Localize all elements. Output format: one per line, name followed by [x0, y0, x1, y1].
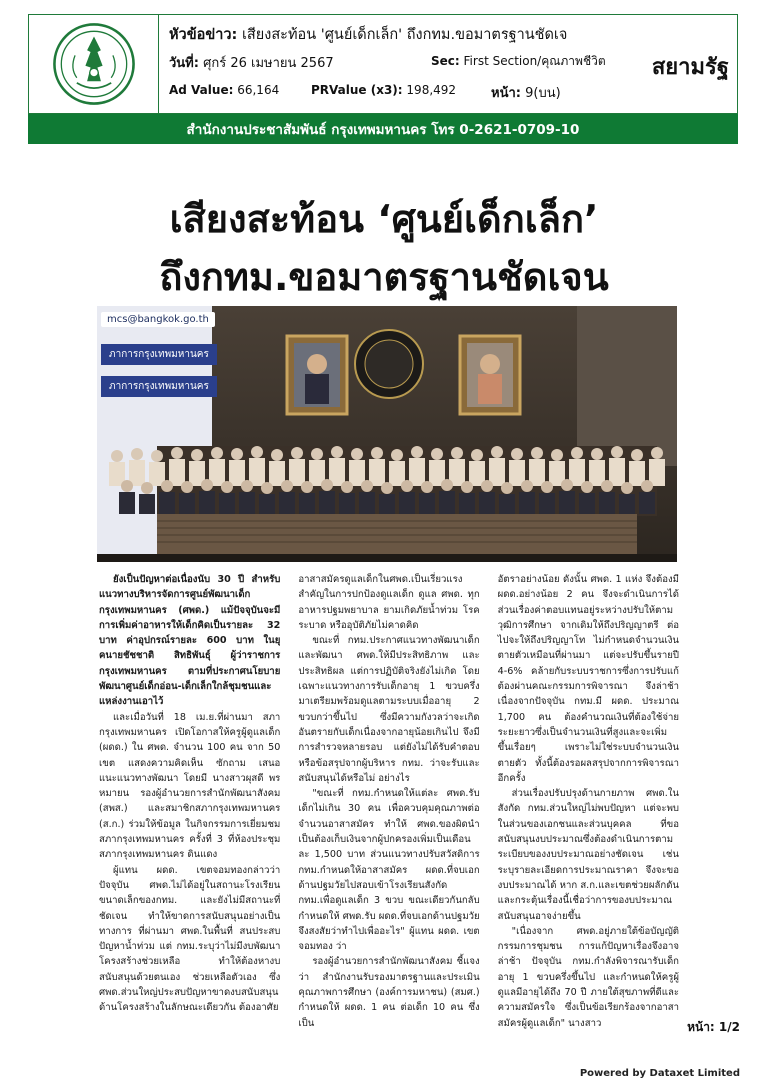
headline-value: เสียงสะท้อน 'ศูนย์เด็กเล็ก' ถึงกทม.ขอมาตรฐานชัดเจ	[241, 27, 568, 43]
article-paragraph: "เนื่องจาก ศพด.อยู่ภายใต้ข้อบัญญัติกรรมการชุมชน การแก้ปัญหาเรื่องจึงอาจล่าช้า ปัจจุบัน กทม.กำลังพิจารณารับเด็กอายุ 1 ขวบครึ่งขึ้นไป และกำหนดให้ครูผู้ดูแลมีอายุได้ถึง 70 ปี ภายใต้สุขภาพที่ดีและความสมัครใจ ซึ่งเป็นข้อเรียกร้องจากอาสาสมัครผู้ดูแลเด็ก" นางสาว	[497, 925, 679, 1029]
article-title-line-1: เสียงสะท้อน ‘ศูนย์เด็กเล็ก’	[169, 197, 599, 241]
article-paragraph: อัตราอย่างน้อย ดังนั้น ศพด. 1 แห่ง จึงต้องมี ผดด.อย่างน้อย 2 คน จึงจะดำเนินการได้ ส่วนเรื่องค่าตอบแทนอยู่ระหว่างปรับให้ตามวุฒิการศึกษา จากเดิมให้ถึงปริญญาตรี ต่อไปจะให้ถึงปริญญาโท ไม่กำหนดจำนวนเงินตายตัวเหมือนที่ผ่านมา แต่จะปรับขึ้นรายปี 4-6% คล้ายกับระบบราชการซึ่งการปรับแก้ต้องผ่านคณะกรรมการพิจารณา จึงล่าช้า เนื่องจากปัจจุบัน กทม.มี ผดด. ประมาณ 1,700 คน ต้องคำนวณเงินที่ต้องใช้จ่ายระยะยาวซึ่งเป็นจำนวนเงินที่สูงและจะเพิ่มขึ้นเรื่อยๆ เพราะไม่ใช่ระบบจำนวนเงินตายตัว ทั้งนี้ต้องรอผลสรุปจากการพิจารณาอีกครั้ง	[497, 574, 679, 784]
date-value: ศุกร์ 26 เมษายน 2567	[203, 56, 334, 71]
section-value: First Section/คุณภาพชีวิต	[463, 54, 606, 68]
article-column-1	[99, 572, 281, 1014]
article-column-3	[497, 572, 679, 1029]
page-value: 9(บน)	[525, 86, 561, 101]
ad-value-row	[169, 83, 279, 97]
section-row	[431, 52, 606, 71]
office-contact-bar: สำนักงานประชาสัมพันธ์ กรุงเทพมหานคร โทร 0-2621-0709-10	[28, 114, 738, 144]
ad-value: 66,164	[237, 83, 280, 97]
powered-by-footer: Powered by Dataxet Limited	[579, 1068, 740, 1079]
bma-logo	[29, 15, 159, 113]
article-paragraph: และเมื่อวันที่ 18 เม.ย.ที่ผ่านมา สภากรุงเทพมหานคร เปิดโอกาสให้ครูผู้ดูแลเด็ก (ผดด.) ใน ศพด. จำนวน 100 คน จาก 50 เขต แสดงความคิดเห็น ซักถาม เสนอแนะแนวทางพัฒนา โดยมี นางสาวผุสดี พรหมายน รองผู้อำนวยการสำนักพัฒนาสังคม (สพส.) และสมาชิกสภากรุงเทพมหานคร (ส.ก.) ร่วมให้ข้อมูล ในกิจกรรมการเยี่ยมชมสภากรุงเทพมหานคร ครั้งที่ 3 ที่ห้องประชุมสภากรุงเทพมหานคร ดินแดง	[99, 711, 281, 861]
article-body	[99, 572, 679, 1029]
photo-caption-tag: ภาการกรุงเทพมหานคร	[101, 344, 217, 365]
article-paragraph: ส่วนเรื่องปรับปรุงด้านกายภาพ ศพด.ในสังกัด กทม.ส่วนใหญ่ไม่พบปัญหา แต่จะพบในส่วนของเอกชนและส่วนบุคคล ที่ขอสนับสนุนงบประมาณซึ่งต้องดำเนินการตามระเบียบของงบประมาณอย่างชัดเจน เช่น ระบุรายละเอียดการประมาณราคา จึงจะของบประมาณได้ หาก ส.ก.และเขตช่วยผลักดันและกระตุ้นเรื่องนี้เชื่อว่าการของบประมาณสนับสนุนอาจง่ายขึ้น	[497, 788, 679, 922]
clipping-header	[28, 14, 738, 114]
article-paragraph: ขณะที่ กทม.ประกาศแนวทางพัฒนาเด็กและพัฒนา ศพด.ให้มีประสิทธิภาพ และประสิทธิผล แต่การปฏิบัติจริงยังไม่เกิด โดยเฉพาะแนวทางการรับเด็กอายุ 1 ขวบครึ่ง มาเตรียมพร้อมดูแลตามระบบเมื่ออายุ 2 ขวบกว่าขึ้นไป ซึ่งมีความกังวลว่าจะเกิดอันตรายกับเด็กเนื่องจากอายุน้อยเกินไป จึงมีการสำรวจหลายรอบ แต่ยังไม่ได้รับคำตอบหรือข้อสรุปจากผู้บริหาร กทม. ว่าจะรับและสนับสนุนได้หรือไม่ อย่างไร	[298, 635, 480, 784]
date-row	[169, 52, 334, 73]
article-paragraph: ผู้แทน ผดด. เขตจอมทองกล่าวว่า ปัจจุบัน ศพด.ไม่ได้อยู่ในสถานะโรงเรียนขนาดเล็กของกทม. และยังไม่มีสถานะที่ชัดเจน ทำให้ขาดการสนับสนุนอย่างเป็นทางการ ที่ผ่านมา ศพด.ในพื้นที่ สนประสบปัญหาน้ำท่วม แต่ กทม.ระบุว่าไม่มีงบพัฒนาโครงสร้างช่วยเหลือ ทำให้ต้องหางบสนับสนุนด้วยตนเอง ช่วยเหลือตัวเอง ซึ่ง ศพด.ส่วนใหญ่ประสบปัญหาขาดงบสนับสนุนด้านโครงสร้างในลักษณะเดียวกัน ต้องอาศัย	[99, 864, 281, 1014]
publication-logo: สยามรัฐ	[651, 55, 729, 80]
clipping-meta	[169, 21, 624, 111]
page-indicator: หน้า: 1/2	[687, 1020, 740, 1034]
pr-value-label: PRValue (x3):	[311, 83, 403, 97]
headline-label: หัวข้อข่าว:	[169, 27, 238, 43]
article-photo	[97, 306, 677, 562]
pr-value: 198,492	[406, 83, 457, 97]
article-paragraph: "ขณะที่ กทม.กำหนดให้แต่ละ ศพด.รับเด็กไม่เกิน 30 คน เพื่อควบคุมคุณภาพต่อจำนวนอาสาสมัคร ทำให้ ศพด.ของผิดนำเป็นต้องเก็บเงินจากผู้ปกครองเพิ่มเป็นเดือนละ 1,500 บาท ส่วนแนวทางปรับสวัสดิการ กทม.กำหนดให้อาสาสมัคร ผดด.ที่จบเอกด้านปฐมวัยไปสอบเข้าโรงเรียนสังกัด กทม.เพื่อดูแลเด็ก 3 ขวบ ขณะเดียวกันกลับกำหนดให้ ศพด.รับ ผดด.ที่จบเอกด้านปฐมวัย จึงสงสัยว่าทำไปเพื่ออะไร" ผู้แทน ผดด. เขตจอมทอง ว่า	[298, 788, 480, 953]
headline-row	[169, 23, 567, 46]
section-label: Sec:	[431, 54, 460, 68]
photo-caption-tag: ภาการกรุงเทพมหานคร	[101, 376, 217, 397]
article-title-line-2: ถึงกทม.ขอมาตรฐานชัดเจน	[159, 255, 609, 299]
pr-value-row	[311, 83, 456, 97]
article-lead: ยังเป็นปัญหาต่อเนื่องนับ 30 ปี สำหรับแนวทางบริหารจัดการศูนย์พัฒนาเด็กกรุงเทพมหานคร (ศพด.) แม้ปัจจุบันจะมีการเพิ่มค่าอาหารให้เด็กคิดเป็นรายละ 32 บาท ค่าอุปกรณ์รายละ 600 บาท ในยุคนายชัชชาติ สิทธิพันธุ์ ผู้ว่าราชการกรุงเทพมหานคร ตามที่ประกาศนโยบายพัฒนาศูนย์เด็กอ่อน-เด็กเล็กใกล้ชุมชนและแหล่งงานเอาไว้	[99, 574, 281, 708]
article-column-2	[298, 572, 480, 1029]
bma-seal-icon	[51, 21, 137, 107]
article-paragraph: รองผู้อำนวยการสำนักพัฒนาสังคม ชี้แจงว่า สำนักงานรับรองมาตรฐานและประเมินคุณภาพการศึกษา (องค์การมหาชน) (สมศ.) กำหนดให้ ผดด. 1 คน ต่อเด็ก 10 คน ซึ่งเป็น	[298, 956, 480, 1029]
article-paragraph: อาสาสมัครดูแลเด็กในศพด.เป็นเรี่ยวแรงสำคัญในการปกป้องดูแลเด็ก ดูแล ศพด. ทุกอาหารปฐมพยาบาล ยามเกิดภัยน้ำท่วม โรคระบาด หรืออุบัติภัยไม่คาดคิด	[298, 574, 480, 631]
page-label: หน้า:	[491, 86, 521, 101]
photo-email-overlay: mcs@bangkok.go.th	[101, 312, 215, 327]
page-row	[491, 82, 561, 103]
date-label: วันที่:	[169, 56, 199, 71]
ad-value-label: Ad Value:	[169, 83, 234, 97]
